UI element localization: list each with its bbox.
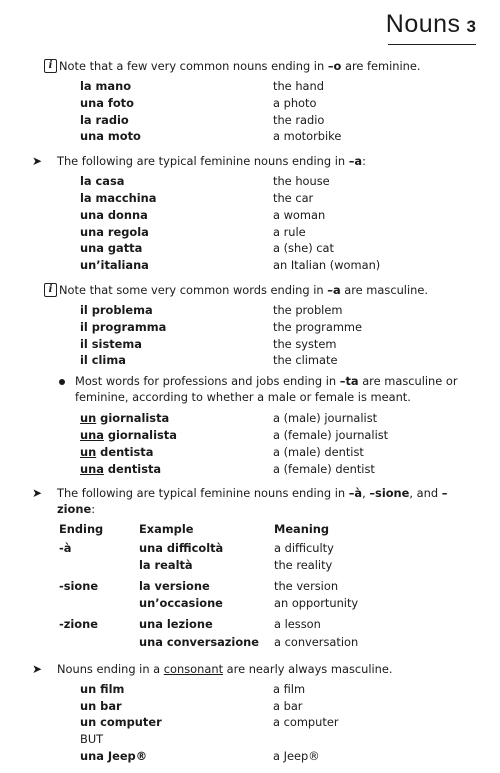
italian-term: la radio — [80, 112, 129, 127]
example-row — [80, 444, 472, 461]
italian-term: un’italiana — [80, 258, 149, 273]
example-cell: un’occasione — [139, 596, 223, 611]
bullet-ending: –ta — [339, 374, 359, 389]
example-list — [80, 302, 472, 369]
rule-text: Nouns ending in a — [57, 661, 164, 676]
article-underlined: un — [80, 411, 97, 426]
noun: giornalista — [103, 427, 177, 442]
rule-text: , and — [409, 486, 442, 501]
example-row — [80, 319, 472, 336]
example-row — [80, 748, 472, 765]
glossary-link[interactable]: consonant — [163, 661, 224, 676]
header-rule — [388, 44, 476, 45]
translation: the house — [273, 174, 330, 189]
italian-term: un bar — [80, 698, 122, 713]
example-row — [80, 78, 472, 95]
example-row — [80, 731, 472, 748]
example-row — [80, 698, 472, 715]
article-underlined: una — [80, 427, 104, 442]
translation: a motorbike — [273, 129, 342, 144]
meaning-cell: an opportunity — [274, 596, 359, 611]
rule-text: : — [362, 154, 366, 169]
italian-term: la macchina — [80, 190, 157, 205]
translation: a (male) journalist — [273, 411, 378, 426]
info-icon: i — [44, 59, 57, 73]
page-title: Nouns — [385, 10, 461, 38]
italian-term: una moto — [80, 129, 141, 144]
translation: the problem — [273, 302, 343, 317]
note-text: are masculine. — [340, 282, 428, 297]
italian-term — [80, 410, 273, 427]
bullet-dot-icon — [59, 379, 65, 385]
article-underlined: una — [80, 461, 104, 476]
arrow-bullet-icon: ➤ — [32, 661, 43, 676]
translation: a rule — [273, 224, 306, 239]
italian-term — [80, 427, 273, 444]
rule-feminine-endings — [32, 485, 472, 517]
italian-term: il programma — [80, 319, 167, 334]
example-row — [80, 410, 472, 427]
arrow-bullet-icon: ➤ — [32, 154, 43, 169]
italian-term — [80, 444, 273, 461]
rule-text: The following are typical feminine nouns ending in — [57, 486, 349, 501]
italian-term: una Jeep® — [80, 748, 148, 763]
italian-term — [80, 461, 273, 478]
page-header — [386, 10, 476, 39]
meaning-cell: the version — [274, 578, 339, 593]
example-row — [80, 681, 472, 698]
example-row — [80, 128, 472, 145]
table-row — [59, 634, 472, 651]
italian-term: una gatta — [80, 241, 143, 256]
example-row — [80, 112, 472, 129]
translation: an Italian (woman) — [273, 258, 381, 273]
italian-term: una foto — [80, 95, 134, 110]
meaning-cell: the reality — [274, 557, 333, 572]
italian-term: un computer — [80, 715, 162, 730]
note-masculine-a — [32, 282, 472, 298]
note-ending: –a — [327, 282, 341, 297]
note-feminine-o — [32, 58, 472, 74]
example-cell: la versione — [139, 578, 210, 593]
translation: a film — [273, 681, 306, 696]
italian-term: un film — [80, 681, 125, 696]
example-cell: una difficoltà — [139, 540, 224, 555]
example-list — [80, 78, 472, 145]
rule-ending: –zione — [57, 486, 448, 517]
note-ending: –o — [327, 59, 342, 73]
rule-consonant-masculine — [32, 661, 472, 677]
page-number: 3 — [466, 17, 476, 36]
ending-cell — [59, 595, 139, 612]
example-list — [80, 173, 472, 274]
noun: giornalista — [96, 411, 170, 426]
info-icon: i — [44, 283, 57, 297]
translation: the system — [273, 336, 337, 351]
bullet-professions — [32, 374, 472, 405]
page-content — [32, 58, 472, 773]
italian-term: una donna — [80, 207, 148, 222]
example-row — [80, 714, 472, 731]
rule-text: The following are typical feminine nouns ending in — [57, 154, 349, 169]
translation: the hand — [273, 79, 324, 93]
translation: a (female) journalist — [273, 427, 389, 442]
meaning-cell: a difficulty — [274, 540, 334, 555]
note-text: Note that a few very common nouns ending in — [59, 59, 328, 73]
translation: the car — [273, 190, 314, 205]
rule-text: , — [362, 486, 370, 501]
meaning-cell: a lesson — [274, 617, 321, 632]
translation: a Jeep® — [273, 748, 320, 763]
translation: the radio — [273, 112, 325, 127]
bullet-text: Most words for professions and jobs ending in — [75, 374, 340, 389]
endings-table — [59, 521, 472, 650]
ending-cell — [59, 634, 139, 651]
example-row — [80, 173, 472, 190]
note-text: Note that some very common words ending in — [59, 282, 328, 297]
translation: the programme — [273, 319, 363, 334]
example-row — [80, 224, 472, 241]
example-row — [80, 95, 472, 112]
noun: dentista — [96, 444, 154, 459]
ending-cell: -zione — [59, 617, 98, 632]
column-header: Example — [139, 522, 194, 537]
table-header-row — [59, 521, 472, 538]
table-row — [59, 578, 472, 595]
table-row — [59, 557, 472, 574]
example-list — [80, 410, 472, 477]
rule-text: are nearly always masculine. — [223, 661, 393, 676]
example-row — [80, 302, 472, 319]
example-row — [80, 336, 472, 353]
rule-ending: –a — [348, 154, 363, 169]
table-row — [59, 540, 472, 557]
translation: a (she) cat — [273, 241, 334, 256]
translation: a (male) dentist — [273, 444, 364, 459]
ending-cell: -à — [59, 540, 72, 555]
table-row — [59, 595, 472, 612]
example-row — [80, 461, 472, 478]
rule-ending: –à — [348, 486, 363, 501]
example-cell: la realtà — [139, 557, 193, 572]
ending-cell — [59, 557, 139, 574]
example-row — [80, 207, 472, 224]
example-cell: una conversazione — [139, 634, 259, 649]
example-list — [80, 681, 472, 765]
translation: a (female) dentist — [273, 461, 375, 476]
example-row — [80, 257, 472, 274]
bullet-text: are masculine or feminine, according to whether a male or female is meant. — [75, 374, 458, 404]
translation: a photo — [273, 95, 317, 110]
italian-term: una regola — [80, 224, 149, 239]
italian-term: la mano — [80, 79, 132, 93]
translation: a computer — [273, 715, 339, 730]
but-label: BUT — [80, 732, 104, 747]
italian-term: la casa — [80, 174, 125, 189]
ending-cell: -sione — [59, 578, 99, 593]
note-text: are feminine. — [341, 59, 421, 73]
example-row — [80, 240, 472, 257]
column-header: Ending — [59, 522, 104, 537]
italian-term: il sistema — [80, 336, 142, 351]
example-row — [80, 352, 472, 369]
noun: dentista — [103, 461, 162, 476]
italian-term: il problema — [80, 302, 153, 317]
column-header: Meaning — [274, 522, 330, 537]
article-underlined: un — [80, 444, 97, 459]
rule-feminine-a — [32, 153, 472, 169]
arrow-bullet-icon: ➤ — [32, 486, 43, 501]
example-row — [80, 190, 472, 207]
meaning-cell: a conversation — [274, 634, 359, 649]
translation — [273, 731, 472, 748]
rule-text: : — [91, 502, 96, 517]
italian-term: il clima — [80, 353, 126, 368]
rule-ending: –sione — [369, 486, 410, 501]
translation: a woman — [273, 207, 326, 222]
table-row — [59, 616, 472, 633]
translation: a bar — [273, 698, 303, 713]
translation: the climate — [273, 353, 338, 368]
example-row — [80, 427, 472, 444]
example-cell: una lezione — [139, 617, 213, 632]
